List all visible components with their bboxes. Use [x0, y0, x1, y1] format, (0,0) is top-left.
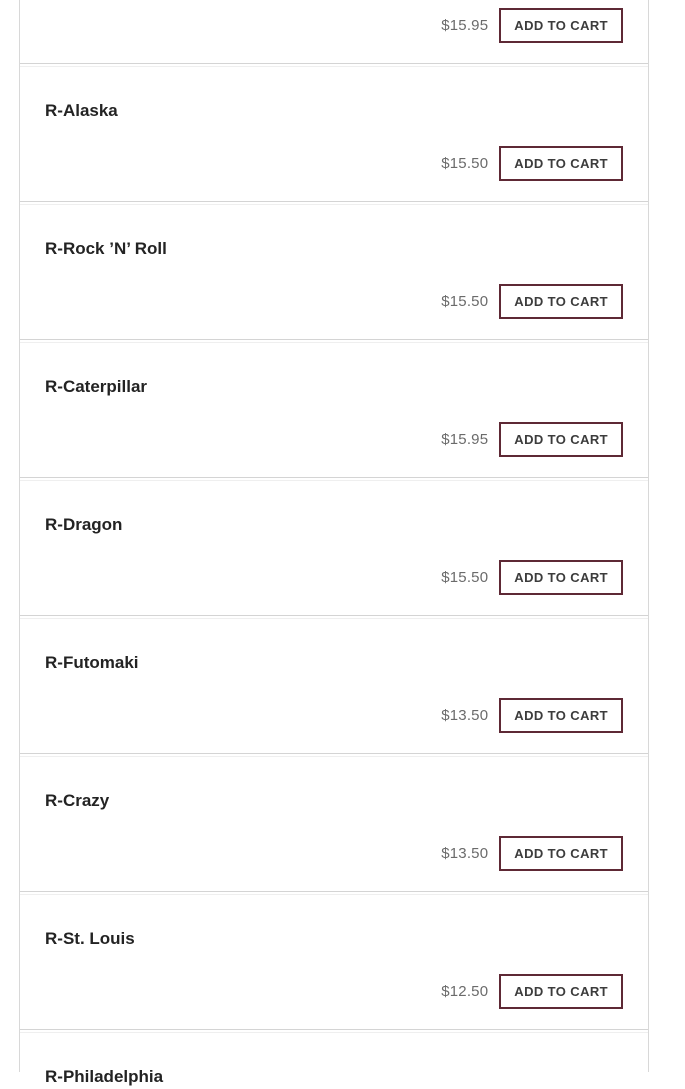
product-title-link[interactable]: R-Crazy — [45, 791, 110, 810]
product-price: $15.50 — [441, 293, 489, 310]
product-title-link[interactable]: R-Alaska — [45, 101, 118, 120]
product-title-link[interactable]: R-Dragon — [45, 515, 123, 534]
buy-row — [441, 146, 623, 181]
product-row — [20, 0, 648, 64]
buy-row — [441, 974, 623, 1009]
product-title-link[interactable]: R-Caterpillar — [45, 377, 148, 396]
buy-row — [441, 284, 623, 319]
product-row — [20, 756, 648, 892]
add-to-cart-button[interactable]: ADD TO CART — [499, 146, 623, 181]
add-to-cart-button[interactable]: ADD TO CART — [499, 8, 623, 43]
buy-row — [441, 836, 623, 871]
product-row — [20, 342, 648, 478]
product-price: $13.50 — [441, 707, 489, 724]
buy-row — [441, 8, 623, 43]
product-title-link[interactable]: R-St. Louis — [45, 929, 135, 948]
product-row — [20, 66, 648, 202]
product-price: $15.50 — [441, 155, 489, 172]
add-to-cart-button[interactable]: ADD TO CART — [499, 836, 623, 871]
add-to-cart-button[interactable]: ADD TO CART — [499, 974, 623, 1009]
add-to-cart-button[interactable]: ADD TO CART — [499, 422, 623, 457]
product-title-link[interactable]: R-Philadelphia — [45, 1067, 164, 1086]
add-to-cart-button[interactable]: ADD TO CART — [499, 284, 623, 319]
product-price: $15.95 — [441, 431, 489, 448]
product-row — [20, 204, 648, 340]
product-row — [20, 894, 648, 1030]
product-price: $15.95 — [441, 17, 489, 34]
product-title-link[interactable]: R-Futomaki — [45, 653, 139, 672]
product-title-link[interactable]: R-Rock ’N’ Roll — [45, 239, 167, 258]
add-to-cart-button[interactable]: ADD TO CART — [499, 560, 623, 595]
product-price: $15.50 — [441, 569, 489, 586]
product-list — [19, 0, 649, 1086]
buy-row — [441, 698, 623, 733]
buy-row — [441, 422, 623, 457]
product-row — [20, 618, 648, 754]
product-price: $12.50 — [441, 983, 489, 1000]
product-row — [20, 1032, 648, 1086]
add-to-cart-button[interactable]: ADD TO CART — [499, 698, 623, 733]
buy-row — [441, 560, 623, 595]
product-row — [20, 480, 648, 616]
product-price: $13.50 — [441, 845, 489, 862]
